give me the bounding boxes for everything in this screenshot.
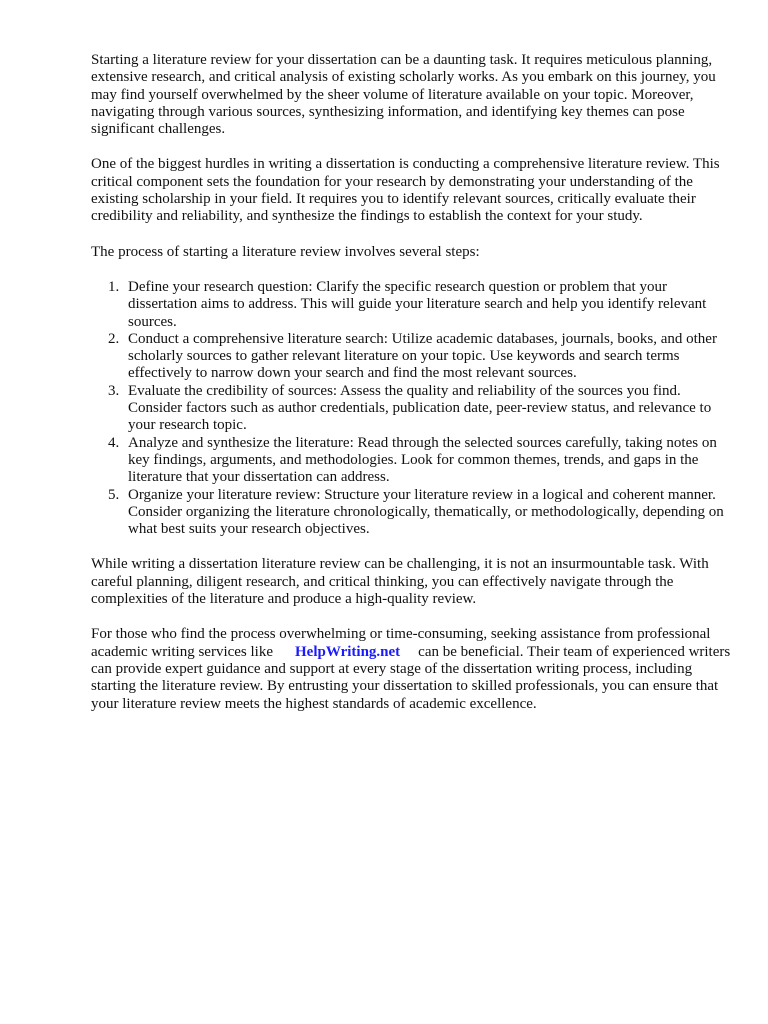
list-item [91, 487, 731, 539]
assistance-text-before: For those who find the process overwhelming or time-consuming, seeking assistance from professional academic writing services like [91, 626, 711, 660]
assistance-text-after: can be beneficial. Their team of experienced writers can provide expert guidance and support at every stage of the dissertation writing process, including starting the literature review. By entrusting your dissertation to skilled professionals, you can ensure that your literature review meets the highest standards of academic excellence. [91, 643, 731, 712]
step-number: 3. [108, 382, 120, 399]
assistance-paragraph [91, 626, 731, 712]
step-number: 1. [108, 278, 120, 295]
step-number: 2. [108, 330, 120, 347]
step-text: Organize your literature review: Structure your literature review in a logical and coherent manner. Consider organizing the literature chronologically, thematically, or methodologically, depending on what best suits your research objectives. [128, 486, 724, 538]
step-text: Evaluate the credibility of sources: Assess the quality and reliability of the sources you find. Consider factors such as author credentials, publication date, peer-review status, and relevance to your research topic. [128, 382, 712, 434]
helpwriting-link[interactable]: HelpWriting.net [295, 643, 401, 660]
list-item [91, 383, 731, 435]
steps-list [91, 279, 731, 538]
list-item [91, 331, 731, 383]
list-item [91, 279, 731, 331]
conclusion-paragraph: While writing a dissertation literature review can be challenging, it is not an insurmountable task. With careful planning, diligent research, and critical thinking, you can effectively navigate through the complexities of the literature and produce a high-quality review. [91, 556, 709, 608]
step-number: 5. [108, 486, 120, 503]
hurdles-paragraph: One of the biggest hurdles in writing a dissertation is conducting a comprehensive literature review. This critical component sets the foundation for your research by demonstrating your understanding of the existing scholarship in your field. It requires you to identify relevant sources, critically evaluate their credibility and reliability, and synthesize the findings to establish the context for your study. [91, 156, 720, 225]
document-page [91, 52, 731, 731]
step-number: 4. [108, 434, 120, 451]
steps-intro-paragraph: The process of starting a literature review involves several steps: [91, 243, 480, 260]
step-text: Conduct a comprehensive literature search: Utilize academic databases, journals, books, and other scholarly sources to gather relevant literature on your topic. Use keywords and search terms effectively to narrow down your search and find the most relevant sources. [128, 330, 717, 382]
step-text: Analyze and synthesize the literature: Read through the selected sources carefully, taking notes on key findings, arguments, and methodologies. Look for common themes, trends, and gaps in the literature that your dissertation can address. [128, 434, 717, 486]
intro-paragraph: Starting a literature review for your dissertation can be a daunting task. It requires meticulous planning, extensive research, and critical analysis of existing scholarly works. As you embark on this journey, you may find yourself overwhelmed by the sheer volume of literature available on your topic. Moreover, navigating through various sources, synthesizing information, and identifying key themes can pose significant challenges. [91, 52, 716, 138]
list-item [91, 435, 731, 487]
step-text: Define your research question: Clarify the specific research question or problem that your dissertation aims to address. This will guide your literature search and help you identify relevant sources. [128, 278, 707, 330]
